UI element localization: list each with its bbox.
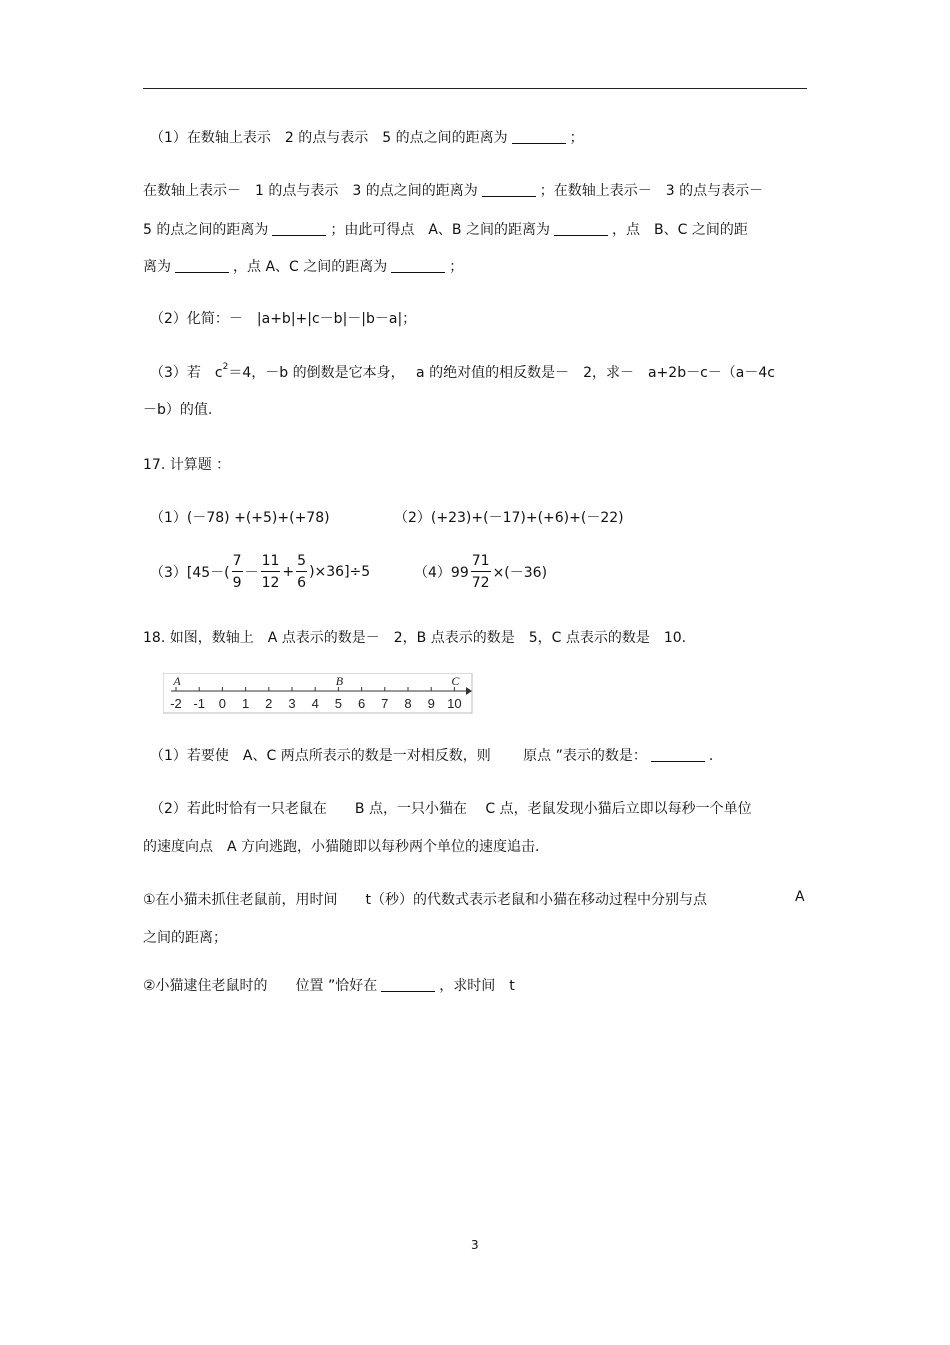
number-line-tick-label: 6 [357, 696, 366, 711]
q16-part1-line1: （1）在数轴上表示 2 的点与表示 5 的点之间的距离为 ； [150, 130, 584, 146]
number-line-tick-label: 2 [265, 696, 273, 711]
q17-part2: （2）(+23)+(－17)+(+6)+(－22) [394, 510, 624, 526]
q18-part1: （1）若要使 A、C 两点所表示的数是一对相反数，则 原点 ”表示的数是： . [150, 748, 714, 764]
answer-blank [272, 221, 326, 236]
answer-blank [482, 182, 536, 197]
q16-part1-line4: 离为 ，点 A、C 之间的距离为 ； [143, 259, 464, 275]
number-line-point-label: B [335, 674, 344, 688]
q16-part1-line2: 在数轴上表示－ 1 的点与表示 3 的点之间的距离为 ；在数轴上表示－ 3 的点与表示－ [143, 183, 764, 199]
q18-part2-line2: 的速度向点 A 方向逃跑，小猫随即以每秒两个单位的速度追击. [143, 839, 540, 855]
q18-sub1-line2: 之间的距离； [143, 930, 227, 946]
q16-part1-line3: 5 的点之间的距离为 ；由此可得点 A、B 之间的距离为 ，点 B、C 之间的距 [143, 222, 748, 238]
answer-blank [512, 129, 566, 144]
answer-blank [175, 258, 229, 273]
number-line-tick-label: 4 [311, 696, 319, 711]
number-line-tick-label: -1 [193, 696, 205, 711]
number-line-point-label: A [173, 674, 181, 688]
q18-title: 18. 如图，数轴上 A 点表示的数是－ 2，B 点表示的数是 5，C 点表示的数是 10. [143, 630, 687, 646]
page-number: 3 [471, 1238, 479, 1252]
number-line-point-label: C [451, 674, 460, 688]
number-line-tick-label: 10 [447, 696, 462, 711]
fraction: $\frac{7}{9}$ [232, 553, 242, 591]
number-line-tick-label: 3 [288, 696, 296, 711]
answer-blank [554, 221, 608, 236]
fraction: $\frac{11}{12}$ [261, 553, 280, 591]
number-line-tick-label: -2 [170, 696, 182, 711]
number-line-tick-label: 1 [241, 696, 250, 711]
q17-title: 17. 计算题 ： [143, 457, 231, 473]
q17-part3: （3）[45－( $\frac{7}{9}$ － $\frac{11}{12}$ + $\frac{5}{6}$ )×36]÷5 [150, 553, 371, 591]
number-line-tick-label: 0 [218, 696, 227, 711]
number-line-tick-label: 5 [334, 696, 343, 711]
q18-part2-line1: （2）若此时恰有一只老鼠在 B 点，一只小猫在 C 点，老鼠发现小猫后立即以每秒一个单位 [150, 801, 752, 817]
q18-sub1-line1-end: A [795, 889, 805, 905]
answer-blank [651, 747, 705, 762]
q16-part3-line1: （3）若 $c^2=4$，－b 的倒数是它本身， a 的绝对值的相反数是－ 2，求－ a+2b－c－（a－4c [150, 362, 775, 381]
header-rule [143, 88, 807, 89]
number-line-tick-label: 7 [381, 696, 389, 711]
q16-part2: （2）化简：－ |a+b|+|c－b|－|b－a|； [150, 311, 417, 327]
q18-sub2: ②小猫逮住老鼠时的 位置 ”恰好在 ，求时间 t [143, 978, 515, 994]
answer-blank [381, 977, 435, 992]
q17-part1: （1）(－78) +(+5)+(+78) [150, 510, 330, 526]
answer-blank [391, 258, 445, 273]
q16-part3-line2: －b）的值. [143, 402, 213, 418]
number-line-tick-label: 9 [427, 696, 435, 711]
q17-part4: （4）99 $\frac{71}{72}$ ×(－36) [414, 553, 548, 591]
fraction: $\frac{71}{72}$ [471, 553, 490, 591]
number-line-figure [163, 673, 475, 715]
q18-sub1-line1: ①在小猫未抓住老鼠前，用时间 t（秒）的代数式表示老鼠和小猫在移动过程中分别与点 [143, 892, 708, 908]
fraction: $\frac{5}{6}$ [297, 553, 307, 591]
number-line-tick-label: 8 [404, 696, 412, 711]
